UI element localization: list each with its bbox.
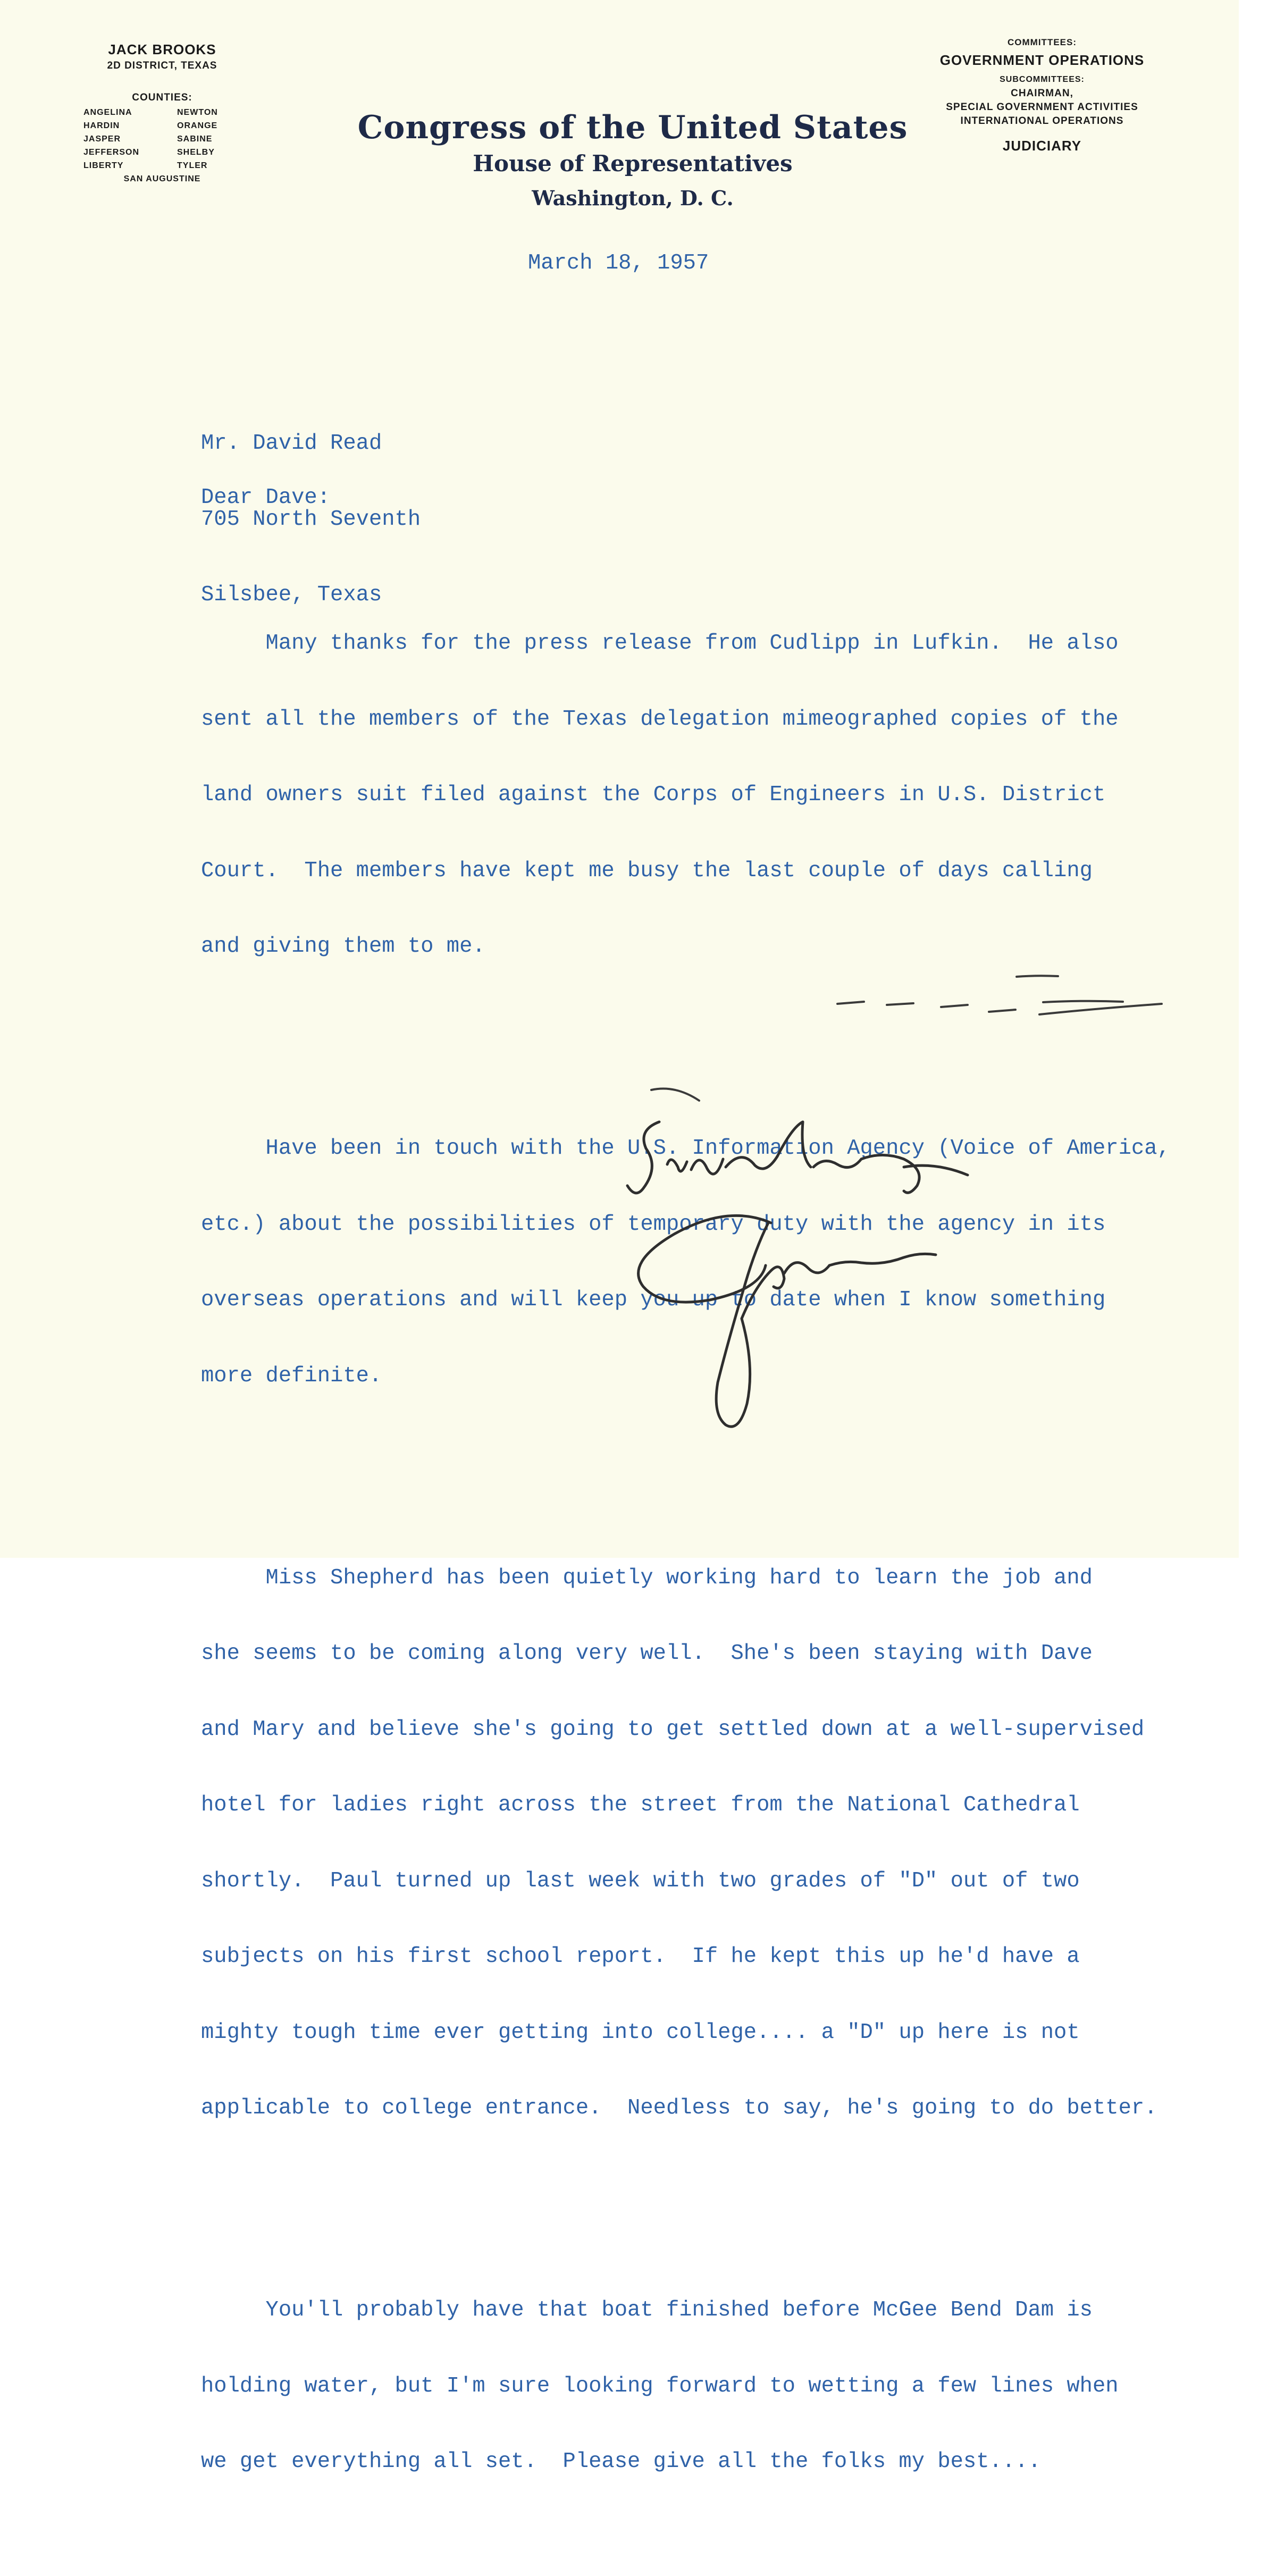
address-line: Silsbee, Texas [201, 583, 382, 607]
county: JASPER [83, 135, 121, 144]
committee-item: GOVERNMENT OPERATIONS [939, 52, 1145, 68]
text-line: You'll probably have that boat finished before McGee Bend Dam is [201, 2298, 1093, 2322]
county: JEFFERSON [83, 148, 140, 157]
dash-mark [837, 1002, 864, 1004]
salutation: Dear Dave: [201, 485, 331, 510]
text-line: more definite. [201, 1363, 382, 1388]
text-line: land owners suit filed against the Corps of Engineers in U.S. District [201, 783, 1106, 807]
letterhead-house: House of Representatives [473, 150, 793, 177]
text-line: applicable to college entrance. Needless to say, he's going to do better. [201, 2096, 1157, 2120]
county: ANGELINA [83, 108, 132, 117]
dash-mark [887, 1003, 913, 1005]
subcommittees-label: SUBCOMMITTEES: [1000, 75, 1085, 84]
chairman-label: CHAIRMAN, [1011, 88, 1073, 99]
member-district: 2D DISTRICT, TEXAS [107, 60, 217, 71]
committee-item: JUDICIARY [1002, 138, 1082, 154]
county: TYLER [177, 161, 208, 170]
text-line: Miss Shepherd has been quietly working hard to learn the job and [201, 1565, 1093, 1590]
letterhead-title: Congress of the United States [357, 109, 908, 146]
text-line: and Mary and believe she's going to get settled down at a well-supervised [201, 1717, 1145, 1742]
letterhead-city: Washington, D. C. [532, 186, 734, 210]
address-line: 705 North Seventh [201, 507, 421, 532]
member-name: JACK BROOKS [108, 41, 216, 57]
text-line: mighty tough time ever getting into college.... a "D" up here is not [201, 2020, 1080, 2045]
county: NEWTON [177, 108, 218, 117]
underline-mark [1017, 976, 1058, 977]
text-line: Court. The members have kept me busy the last couple of days calling [201, 858, 1093, 883]
county: ORANGE [177, 121, 218, 130]
underline-mark [1043, 1001, 1123, 1002]
dash-mark [941, 1005, 968, 1007]
text-line: subjects on his first school report. If he kept this up he'd have a [201, 1944, 1080, 1969]
subcommittee-item: INTERNATIONAL OPERATIONS [960, 115, 1124, 127]
text-line: hotel for ladies right across the street from the National Cathedral [201, 1793, 1080, 1817]
text-line: shortly. Paul turned up last week with two grades of "D" out of two [201, 1868, 1080, 1893]
county: HARDIN [83, 121, 120, 130]
county: SAN AUGUSTINE [123, 174, 201, 183]
text-line: we get everything all set. Please give all the folks my best.... [201, 2449, 1041, 2474]
address-line: Mr. David Read [201, 431, 382, 456]
text-line: Have been in touch with the U.S. Information Agency (Voice of America, [201, 1136, 1170, 1161]
subcommittee-item: SPECIAL GOVERNMENT ACTIVITIES [946, 102, 1138, 113]
paragraph [201, 2247, 1170, 2525]
county: LIBERTY [83, 161, 124, 170]
dash-mark [989, 1010, 1015, 1012]
counties-label: COUNTIES: [132, 92, 192, 103]
text-line: and giving them to me. [201, 934, 485, 959]
text-line: overseas operations and will keep you up to date when I know something [201, 1288, 1106, 1312]
text-line: Many thanks for the press release from Cudlipp in Lufkin. He also [201, 631, 1119, 656]
text-line: she seems to be coming along very well. She's been staying with Dave [201, 1641, 1093, 1666]
pen-stroke [651, 1089, 699, 1101]
committees-label: COMMITTEES: [1008, 37, 1077, 47]
county: SHELBY [177, 148, 215, 157]
text-line: sent all the members of the Texas delegation mimeographed copies of the [201, 707, 1119, 732]
text-line: holding water, but I'm sure looking forward to wetting a few lines when [201, 2373, 1119, 2398]
dash-mark [1039, 1004, 1162, 1014]
county: SABINE [177, 135, 213, 144]
letter-date: March 18, 1957 [528, 251, 709, 275]
text-line: etc.) about the possibilities of temporary duty with the agency in its [201, 1212, 1106, 1237]
signature [627, 1122, 968, 1427]
